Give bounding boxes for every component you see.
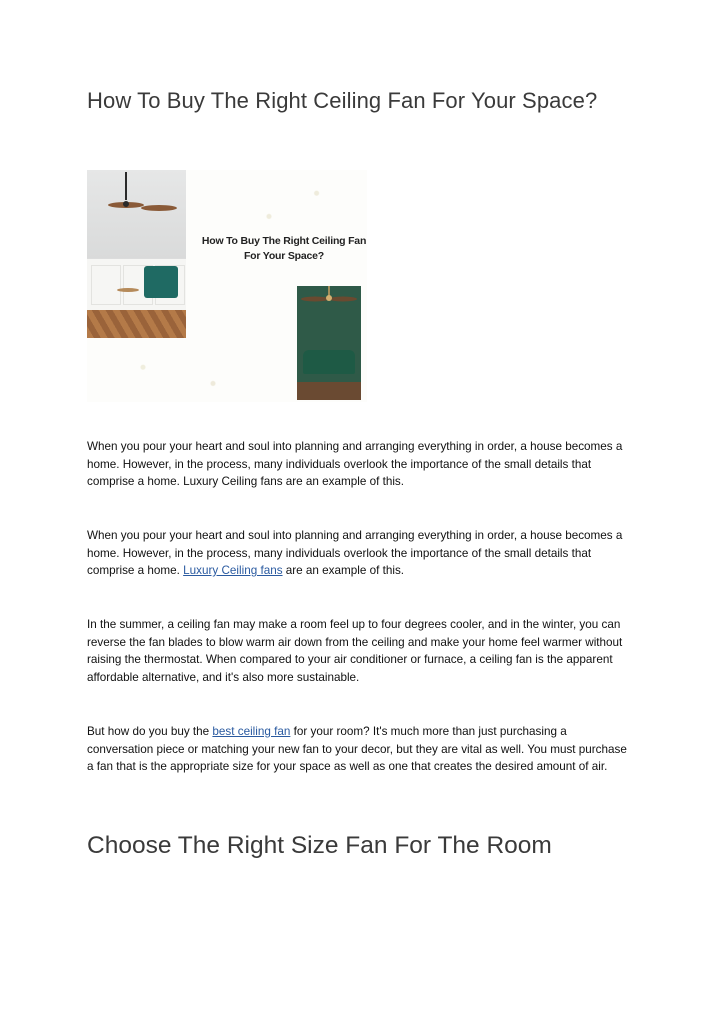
hero-image [87, 170, 367, 402]
hero-title-line2: For Your Space? [243, 250, 325, 262]
hero-title-line1: How To Buy The Right Ceiling Fan [201, 235, 367, 247]
paragraph-1: When you pour your heart and soul into planning and arranging everything in order, a house becomes a home. However, in the process, many individuals overlook the importance of the small details that comprise a home. Luxury Ceiling fans are an example of this. [87, 440, 623, 488]
ceiling-fan-icon [297, 286, 361, 326]
green-sofa [303, 350, 355, 374]
ceiling-fan-icon [107, 200, 177, 214]
paragraph-3: In the summer, a ceiling fan may make a room feel up to four degrees cooler, and in the winter, you can reverse the fan blades to blow warm air down from the ceiling and make your home feel warmer without raising the thermostat. When compared to your air conditioner or furnace, a ceiling fan is the apparent affordable alternative, and it's also more sustainable. [87, 618, 623, 684]
page-title: How To Buy The Right Ceiling Fan For Your Space? [87, 88, 598, 113]
luxury-ceiling-fans-link[interactable]: Luxury Ceiling fans [183, 564, 283, 577]
paragraph-2: When you pour your heart and soul into planning and arranging everything in order, a house becomes a home. However, in the process, many individuals overlook the importance of the small details that comprise a home. Luxury Ceiling fans are an example of this. [87, 529, 623, 577]
room-photo-white [87, 170, 186, 338]
room-photo-green [297, 286, 361, 400]
teal-chair [144, 266, 178, 298]
best-ceiling-fan-link[interactable]: best ceiling fan [212, 725, 291, 738]
hero-title [199, 234, 369, 264]
paragraph-4: But how do you buy the best ceiling fan for your room? It's much more than just purchasing a conversation piece or matching your new fan to your decor, but they are vital as well. You must purchase a fan that is the appropriate size for your space as well as one that creates the desired amount of air. [87, 725, 627, 773]
section-heading: Choose The Right Size Fan For The Room [87, 832, 552, 859]
